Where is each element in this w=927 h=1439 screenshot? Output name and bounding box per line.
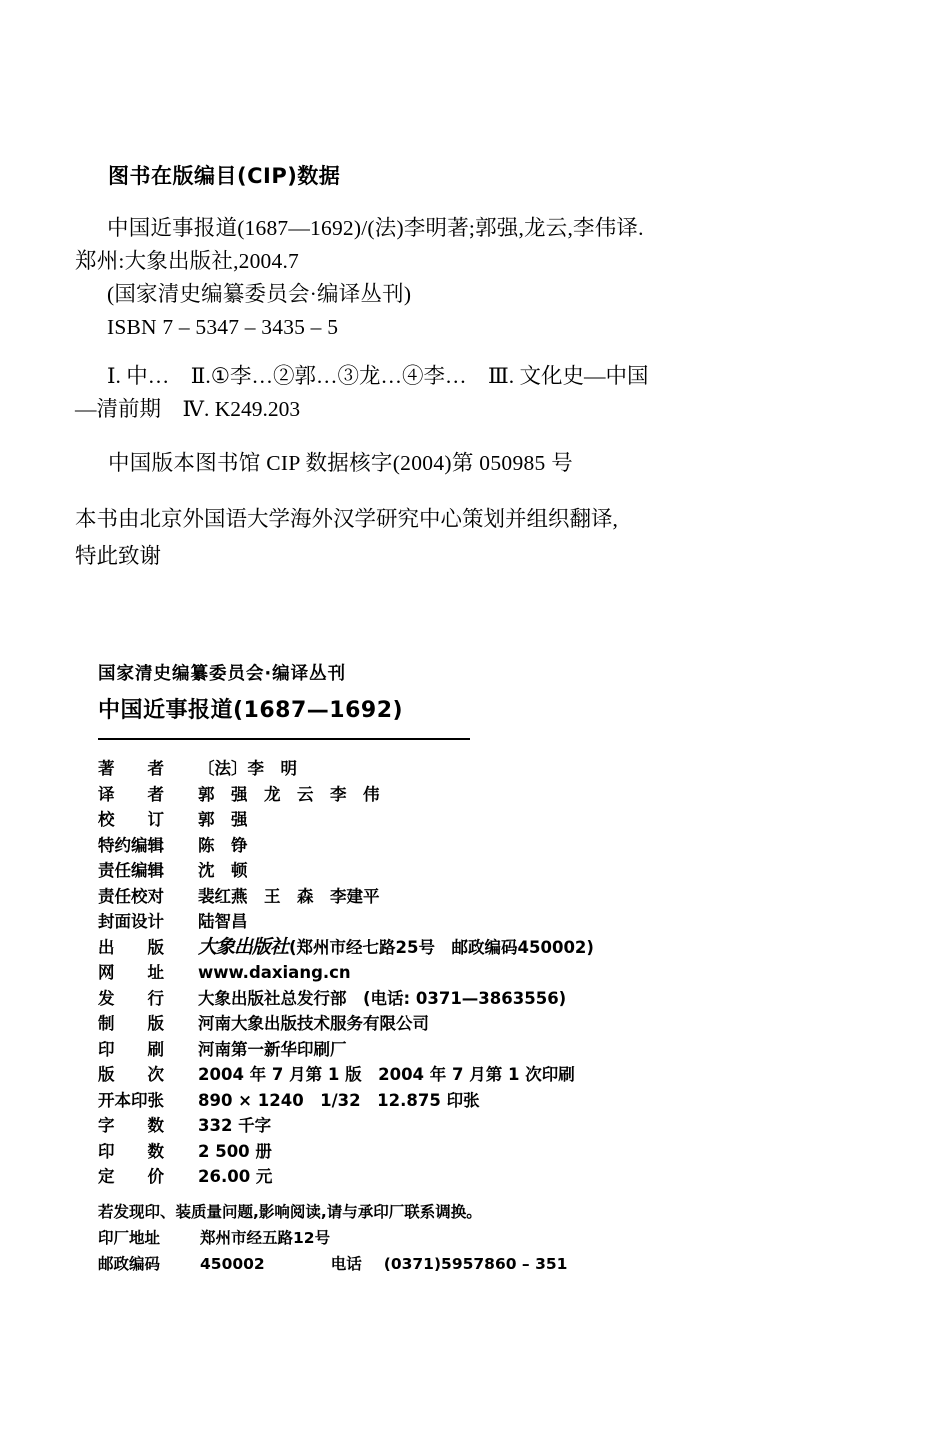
credits-table-body (98, 756, 594, 1190)
factory-address-value: 郑州市经五路12号 (200, 1228, 331, 1247)
factory-address-label: 印厂地址 (98, 1228, 161, 1247)
postcode-label: 邮政编码 (98, 1254, 161, 1273)
cip-isbn: ISBN 7 – 5347 – 3435 – 5 (107, 315, 339, 339)
credit-label: 著 者 (98, 759, 164, 778)
table-row (98, 960, 594, 986)
credit-label: 定 价 (98, 1167, 164, 1186)
credit-value: 裴红燕 王 森 李建平 (198, 886, 380, 906)
credit-label: 发 行 (98, 988, 164, 1008)
divider-rule (98, 738, 470, 740)
phone-label: 电话 (330, 1254, 362, 1273)
table-row (98, 909, 594, 935)
credit-label: 印 刷 (98, 1039, 164, 1059)
credit-label: 字 数 (98, 1116, 164, 1135)
credit-label: 印 数 (98, 1141, 164, 1161)
table-row (98, 858, 594, 884)
spacer (75, 344, 865, 360)
credit-value: 2 500 册 (198, 1141, 272, 1161)
credit-value: 大象出版社总发行部 (电话: 0371—3863556) (198, 988, 567, 1008)
table-row (98, 1037, 594, 1063)
cip-entry-line-1: 中国近事报道(1687—1692)/(法)李明著;郭强,龙云,李伟译. (107, 216, 644, 240)
credit-value: 郭 强 (198, 810, 248, 829)
cip-note-line-2: 特此致谢 (75, 544, 162, 568)
publisher-address: (郑州市经七路25号 邮政编码450002) (289, 937, 594, 957)
cip-heading: 图书在版编目(CIP)数据 (108, 164, 341, 188)
credit-value: 陆智昌 (198, 912, 248, 931)
cip-classification-line-1: Ⅰ. 中… Ⅱ.①李…②郭…③龙…④李… Ⅲ. 文化史—中国 (107, 364, 649, 388)
table-row (98, 807, 594, 833)
credit-label: 特约编辑 (98, 835, 164, 855)
credit-label: 校 订 (98, 810, 164, 829)
credit-value-price: 26.00 元 (198, 1167, 273, 1186)
credit-value: 陈 铮 (198, 835, 248, 855)
table-row (98, 986, 594, 1012)
credit-value-publisher (198, 935, 594, 961)
credit-label: 责任校对 (98, 886, 164, 906)
credit-label: 制 版 (98, 1014, 164, 1033)
factory-address-row (98, 1225, 798, 1251)
credit-value: 2004 年 7 月第 1 版 2004 年 7 月第 1 次印刷 (198, 1065, 575, 1084)
colophon-book-title: 中国近事报道(1687—1692) (98, 698, 404, 723)
credits-table (98, 756, 594, 1190)
colophon-series-label: 国家清史编纂委员会·编译丛刊 (98, 664, 347, 684)
table-row (98, 1164, 594, 1190)
credit-value: 332 千字 (198, 1116, 272, 1135)
credit-value: 河南大象出版技术服务有限公司 (198, 1014, 429, 1033)
credit-value-website[interactable]: www.daxiang.cn (198, 963, 351, 982)
credit-value: 沈 顿 (198, 861, 248, 880)
table-row (98, 1139, 594, 1165)
cip-note-line-1: 本书由北京外国语大学海外汉学研究中心策划并组织翻译, (75, 507, 618, 531)
credit-value: 890 × 1240 1/32 12.875 印张 (198, 1090, 480, 1110)
cip-core-number: 中国版本图书馆 CIP 数据核字(2004)第 050985 号 (108, 451, 574, 475)
table-row (98, 1062, 594, 1088)
publisher-logo: 大象出版社 (198, 936, 289, 958)
table-row (98, 782, 594, 808)
table-row (98, 1088, 594, 1114)
table-row (98, 1113, 594, 1139)
cip-entry-line-2: 郑州:大象出版社,2004.7 (75, 249, 299, 273)
credit-value: 〔法〕李 明 (198, 759, 297, 778)
phone-value: (0371)5957860 – 351 (383, 1254, 568, 1273)
quality-note: 若发现印、装质量问题,影响阅读,请与承印厂联系调换。 (98, 1202, 482, 1221)
table-row (98, 935, 594, 961)
credit-label: 版 次 (98, 1065, 164, 1084)
cip-classification-line-2: —清前期 Ⅳ. K249.203 (75, 397, 301, 421)
credit-label: 封面设计 (98, 912, 164, 931)
table-row (98, 1011, 594, 1037)
credit-value: 河南第一新华印刷厂 (198, 1039, 347, 1059)
footer-notes (98, 1199, 798, 1277)
credit-value: 郭 强 龙 云 李 伟 (198, 784, 380, 804)
postcode-value: 450002 (200, 1254, 265, 1273)
credit-label: 责任编辑 (98, 861, 164, 880)
colophon-block (98, 660, 798, 1277)
cip-series-line: (国家清史编纂委员会·编译丛刊) (107, 282, 412, 306)
table-row (98, 884, 594, 910)
postcode-phone-row (98, 1251, 798, 1277)
credit-label: 出 版 (98, 937, 164, 957)
table-row (98, 833, 594, 859)
credit-label: 译 者 (98, 784, 164, 804)
cip-block (75, 160, 865, 575)
table-row (98, 756, 594, 782)
credit-label: 网 址 (98, 963, 164, 982)
credit-label: 开本印张 (98, 1090, 164, 1110)
